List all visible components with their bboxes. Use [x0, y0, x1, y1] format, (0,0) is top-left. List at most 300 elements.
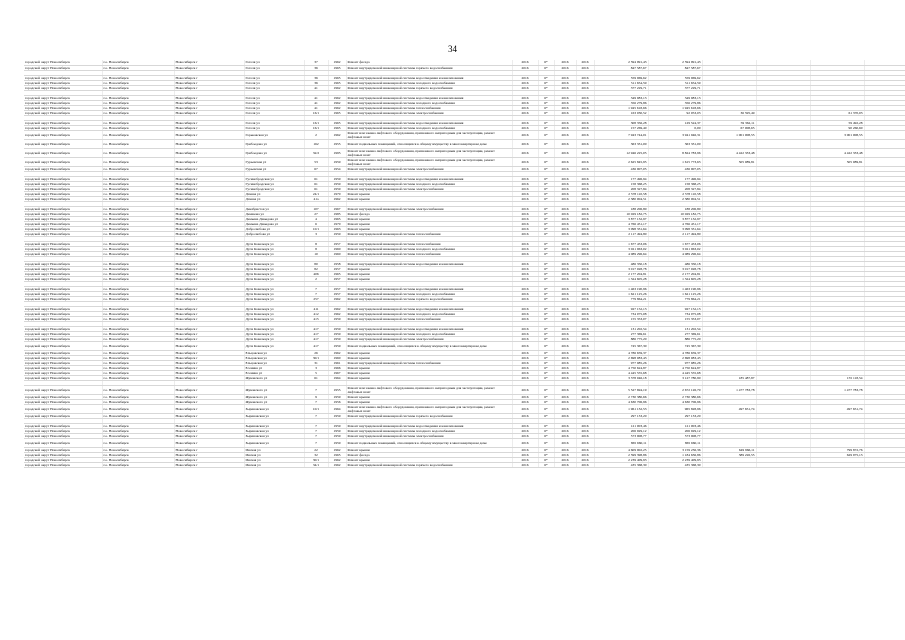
cell-district: городской округ Новосибирск	[24, 355, 102, 360]
cell-fund-cost: 3 021 963,02	[648, 246, 702, 251]
cell-year-built: 1962	[328, 462, 346, 467]
cell-fund-cost: 977 985,26	[648, 360, 702, 365]
cell-house: 41	[304, 100, 328, 105]
cell-source-3	[810, 438, 864, 447]
cell-year-end: 2016	[576, 452, 594, 457]
cell-year-built: 1965	[328, 65, 346, 70]
cell-type: 6*	[538, 428, 554, 433]
cell-year-plan: 2016	[554, 350, 576, 355]
cell-total-cost: 356 279,86	[594, 100, 648, 105]
cell-type: 6*	[538, 452, 554, 457]
cell-year-start: 2016	[512, 336, 538, 341]
cell-source-1	[702, 438, 756, 447]
cell-type: 6*	[538, 457, 554, 462]
cell-house: 412	[304, 311, 328, 316]
cell-district: городской округ Новосибирск	[24, 125, 102, 130]
cell-total-cost: 436 907,05	[594, 166, 648, 171]
cell-fund-cost: 436 907,05	[648, 166, 702, 171]
cell-year-end: 2016	[576, 291, 594, 296]
cell-type: 6*	[538, 276, 554, 281]
cell-municipality: г.о. Новосибирск	[102, 241, 174, 246]
cell-year-start: 2016	[512, 462, 538, 467]
cell-house: 36	[304, 75, 328, 80]
cell-district: городской округ Новосибирск	[24, 186, 102, 191]
cell-work-type: Ремонт внутридомовой инженерной системы электроснабжения	[346, 186, 512, 191]
cell-district: городской округ Новосибирск	[24, 375, 102, 380]
cell-year-built: 1965	[328, 271, 346, 276]
cell-year-plan: 2016	[554, 261, 576, 266]
cell-fund-cost: 208 327,84	[648, 186, 702, 191]
cell-house: 7	[304, 438, 328, 447]
cell-year-plan: 2016	[554, 365, 576, 370]
cell-work-type: Ремонт внутридомовой инженерной системы водоотведения и канализования	[346, 95, 512, 100]
cell-year-start: 2016	[512, 271, 538, 276]
cell-district: городской округ Новосибирск	[24, 231, 102, 236]
table-row	[24, 438, 905, 447]
cell-year-built: 1962	[328, 196, 346, 201]
table-row	[24, 404, 905, 413]
cell-district: городской округ Новосибирск	[24, 251, 102, 256]
cell-district: городской округ Новосибирск	[24, 433, 102, 438]
cell-year-end: 2016	[576, 60, 594, 65]
cell-type: 6*	[538, 226, 554, 231]
cell-year-built: 1959	[328, 331, 346, 336]
cell-year-end: 2016	[576, 206, 594, 211]
cell-type: 6*	[538, 360, 554, 365]
cell-work-type: Ремонт внутридомовой инженерной системы холодного водоснабжения	[346, 246, 512, 251]
cell-total-cost: 157 269,40	[594, 125, 648, 130]
cell-year-end: 2016	[576, 221, 594, 226]
cell-street: Есенина ул	[244, 365, 304, 370]
cell-year-plan: 2016	[554, 125, 576, 130]
cell-type: 6*	[538, 60, 554, 65]
cell-empty	[864, 385, 905, 394]
cell-source-1	[702, 139, 756, 148]
cell-total-cost: 1 621 125,26	[594, 291, 648, 296]
cell-year-built: 1995	[328, 148, 346, 157]
cell-house: 411	[304, 306, 328, 311]
cell-municipality: г.о. Новосибирск	[102, 181, 174, 186]
cell-fund-cost: 129 524,37	[648, 120, 702, 125]
cell-year-end: 2016	[576, 100, 594, 105]
cell-work-type: Ремонт внутридомовой инженерной системы холодного водоснабжения	[346, 291, 512, 296]
cell-year-plan: 2016	[554, 306, 576, 311]
cell-year-start: 2016	[512, 120, 538, 125]
cell-fund-cost: 1 615 773,63	[648, 157, 702, 166]
cell-year-start: 2016	[512, 438, 538, 447]
cell-work-type: Ремонт фасада	[346, 60, 512, 65]
cell-house: 16/1	[304, 125, 328, 130]
cell-year-built: 1967	[328, 206, 346, 211]
cell-year-built: 1967	[328, 370, 346, 375]
cell-year-end: 2016	[576, 360, 594, 365]
cell-total-cost: 559 969,62	[594, 75, 648, 80]
cell-district: городской округ Новосибирск	[24, 271, 102, 276]
cell-year-plan: 2016	[554, 221, 576, 226]
cell-year-start: 2016	[512, 196, 538, 201]
cell-total-cost: 12 946 225,05	[594, 148, 648, 157]
cell-type: 6*	[538, 296, 554, 301]
cell-total-cost: 158 368,25	[594, 181, 648, 186]
cell-municipality: г.о. Новосибирск	[102, 433, 174, 438]
cell-source-1: 497 651,74	[702, 404, 756, 413]
cell-work-type: Ремонт подвальных помещений, относящихся к общему имуществу в многоквартирном доме	[346, 139, 512, 148]
cell-year-built: 1959	[328, 186, 346, 191]
cell-work-type: Ремонт крыши	[346, 350, 512, 355]
cell-year-end: 2016	[576, 341, 594, 350]
cell-type: 6*	[538, 316, 554, 321]
cell-street: Гоголя ул	[244, 80, 304, 85]
cell-municipality: г.о. Новосибирск	[102, 286, 174, 291]
cell-municipality: г.о. Новосибирск	[102, 413, 174, 418]
cell-year-start: 2016	[512, 286, 538, 291]
cell-total-cost: 349 983,13	[594, 95, 648, 100]
cell-street: Гусинобродская ул	[244, 181, 304, 186]
cell-year-built: 1958	[328, 261, 346, 266]
cell-year-end: 2016	[576, 336, 594, 341]
cell-year-end: 2016	[576, 157, 594, 166]
cell-total-cost: 4 630 706,96	[594, 399, 648, 404]
cell-source-2	[756, 404, 810, 413]
cell-district: городской округ Новосибирск	[24, 370, 102, 375]
cell-year-start: 2016	[512, 413, 538, 418]
cell-municipality: г.о. Новосибирск	[102, 276, 174, 281]
cell-source-3: 61 370,03	[810, 110, 864, 115]
cell-fund-cost: 1 621 125,26	[648, 291, 702, 296]
cell-type: 6*	[538, 462, 554, 467]
cell-district: городской округ Новосибирск	[24, 65, 102, 70]
table-body	[24, 60, 905, 467]
cell-work-type: Ремонт внутридомовой инженерной системы теплоснабжения	[346, 360, 512, 365]
cell-year-built: 1959	[328, 336, 346, 341]
cell-year-start: 2016	[512, 360, 538, 365]
cell-district: городской округ Новосибирск	[24, 266, 102, 271]
cell-year-plan: 2016	[554, 423, 576, 428]
cell-municipality: г.о. Новосибирск	[102, 100, 174, 105]
cell-municipality: г.о. Новосибирск	[102, 311, 174, 316]
cell-municipality: г.о. Новосибирск	[102, 365, 174, 370]
cell-municipality: г.о. Новосибирск	[102, 385, 174, 394]
cell-work-type: Ремонт внутридомовой инженерной системы горячего водоснабжения	[346, 85, 512, 90]
cell-district: городской округ Новосибирск	[24, 360, 102, 365]
cell-type: 6*	[538, 261, 554, 266]
cell-street: Гусинобродская ул	[244, 186, 304, 191]
cell-year-built: 1962	[328, 60, 346, 65]
cell-total-cost: 177 496,94	[594, 176, 648, 181]
cell-street: Дуси Ковальчук ул	[244, 341, 304, 350]
cell-year-plan: 2016	[554, 286, 576, 291]
cell-year-plan: 2016	[554, 296, 576, 301]
cell-total-cost: 927 152,13	[594, 306, 648, 311]
cell-year-start: 2016	[512, 241, 538, 246]
cell-year-built: 1965	[328, 452, 346, 457]
cell-source-3	[810, 462, 864, 467]
cell-locality: Новосибирск г	[174, 447, 244, 452]
cell-locality: Новосибирск г	[174, 457, 244, 462]
cell-year-built: 1960	[328, 251, 346, 256]
cell-type: 6*	[538, 216, 554, 221]
cell-year-end: 2016	[576, 355, 594, 360]
cell-year-built: 1957	[328, 266, 346, 271]
cell-total-cost: 121 003,46	[594, 423, 648, 428]
cell-work-type: Ремонт внутридомовой инженерной системы электроснабжения	[346, 206, 512, 211]
cell-work-type: Ремонт крыши	[346, 266, 512, 271]
cell-year-end: 2016	[576, 350, 594, 355]
cell-house: 41а	[304, 196, 328, 201]
cell-street: Гоголя ул	[244, 60, 304, 65]
cell-year-start: 2016	[512, 181, 538, 186]
cell-work-type: Ремонт фасада	[346, 211, 512, 216]
table-row	[24, 139, 905, 148]
cell-fund-cost: 3 127 780,90	[648, 375, 702, 380]
cell-source-2	[756, 385, 810, 394]
cell-house: 61	[304, 186, 328, 191]
cell-total-cost: 363 331,00	[594, 139, 648, 148]
cell-municipality: г.о. Новосибирск	[102, 462, 174, 467]
cell-year-start: 2016	[512, 457, 538, 462]
cell-type: 6*	[538, 306, 554, 311]
cell-house: 10/1	[304, 226, 328, 231]
cell-fund-cost: 277 369,61	[648, 331, 702, 336]
cell-house: 41	[304, 85, 328, 90]
cell-district: городской округ Новосибирск	[24, 105, 102, 110]
cell-empty	[864, 341, 905, 350]
cell-year-start: 2016	[512, 452, 538, 457]
cell-district: городской округ Новосибирск	[24, 211, 102, 216]
cell-source-1: 67 008,65	[702, 125, 756, 130]
cell-type: 6*	[538, 130, 554, 139]
cell-year-built: 1965	[328, 110, 346, 115]
cell-fund-cost: 779 864,21	[648, 296, 702, 301]
cell-municipality: г.о. Новосибирск	[102, 316, 174, 321]
cell-locality: Новосибирск г	[174, 438, 244, 447]
cell-fund-cost: 4 445 555,68	[648, 370, 702, 375]
cell-district: городской округ Новосибирск	[24, 110, 102, 115]
cell-fund-cost: 573 908,77	[648, 433, 702, 438]
cell-district: городской округ Новосибирск	[24, 139, 102, 148]
cell-type: 6*	[538, 75, 554, 80]
cell-year-start: 2016	[512, 296, 538, 301]
cell-district: городской округ Новосибирск	[24, 306, 102, 311]
cell-street: Горьковская ул	[244, 130, 304, 139]
cell-type: 6*	[538, 336, 554, 341]
cell-locality: Новосибирск г	[174, 148, 244, 157]
cell-fund-cost: 2 177 204,81	[648, 271, 702, 276]
cell-work-type: Ремонт внутридомовой инженерной системы холодного водоснабжения	[346, 181, 512, 186]
cell-total-cost: 4 089 296,64	[594, 251, 648, 256]
cell-work-type: Ремонт или замена лифтового оборудования, признанного непригодным для эксплуатации, ремонт лифтовых шахт	[346, 130, 512, 139]
cell-locality: Новосибирск г	[174, 196, 244, 201]
cell-year-end: 2016	[576, 251, 594, 256]
cell-locality: Новосибирск г	[174, 191, 244, 196]
cell-year-built: 1962	[328, 105, 346, 110]
cell-year-built: 1962	[328, 296, 346, 301]
cell-municipality: г.о. Новосибирск	[102, 306, 174, 311]
cell-locality: Новосибирск г	[174, 326, 244, 331]
cell-year-end: 2016	[576, 148, 594, 157]
cell-type: 6*	[538, 404, 554, 413]
cell-district: городской округ Новосибирск	[24, 296, 102, 301]
cell-fund-cost: 745 367,30	[648, 341, 702, 350]
cell-year-start: 2016	[512, 105, 538, 110]
cell-source-1	[702, 341, 756, 350]
cell-total-cost: 1 463 190,96	[594, 286, 648, 291]
cell-year-plan: 2016	[554, 336, 576, 341]
cell-total-cost: 977 985,26	[594, 360, 648, 365]
cell-year-start: 2016	[512, 331, 538, 336]
cell-locality: Новосибирск г	[174, 375, 244, 380]
cell-locality: Новосибирск г	[174, 110, 244, 115]
cell-year-start: 2016	[512, 385, 538, 394]
cell-year-end: 2016	[576, 447, 594, 452]
cell-year-plan: 2016	[554, 457, 576, 462]
cell-municipality: г.о. Новосибирск	[102, 251, 174, 256]
cell-house: 7	[304, 286, 328, 291]
registry-table	[24, 60, 905, 468]
cell-locality: Новосибирск г	[174, 120, 244, 125]
cell-district: городской округ Новосибирск	[24, 100, 102, 105]
cell-house: 61	[304, 375, 328, 380]
cell-house: 82	[304, 266, 328, 271]
cell-total-cost: 2 239 409,93	[594, 457, 648, 462]
cell-year-built: 1959	[328, 423, 346, 428]
cell-house: 16/1	[304, 110, 328, 115]
cell-year-plan: 2016	[554, 148, 576, 157]
cell-work-type: Ремонт внутридомовой инженерной системы водоотведения и канализования	[346, 423, 512, 428]
cell-work-type: Ремонт внутридомовой инженерной системы горячего водоснабжения	[346, 413, 512, 418]
cell-work-type: Ремонт внутридомовой инженерной системы водоотведения и канализования	[346, 261, 512, 266]
cell-type: 6*	[538, 196, 554, 201]
cell-house: 107	[304, 206, 328, 211]
cell-house: 53	[304, 157, 328, 166]
cell-municipality: г.о. Новосибирск	[102, 216, 174, 221]
cell-house: 26	[304, 350, 328, 355]
cell-locality: Новосибирск г	[174, 105, 244, 110]
cell-district: городской округ Новосибирск	[24, 341, 102, 350]
cell-municipality: г.о. Новосибирск	[102, 341, 174, 350]
cell-fund-cost: 4 089 296,64	[648, 251, 702, 256]
cell-year-end: 2016	[576, 311, 594, 316]
cell-municipality: г.о. Новосибирск	[102, 447, 174, 452]
cell-district: городской округ Новосибирск	[24, 350, 102, 355]
cell-year-end: 2016	[576, 110, 594, 115]
cell-locality: Новосибирск г	[174, 206, 244, 211]
cell-year-start: 2016	[512, 85, 538, 90]
cell-municipality: г.о. Новосибирск	[102, 266, 174, 271]
cell-type: 6*	[538, 326, 554, 331]
cell-work-type: Ремонт внутридомовой инженерной системы электроснабжения	[346, 433, 512, 438]
cell-work-type: Ремонт или замена лифтового оборудования, признанного непригодным для эксплуатации, ремонт лифтовых шахт	[346, 157, 512, 166]
cell-year-start: 2016	[512, 423, 538, 428]
cell-year-built: 1970	[328, 191, 346, 196]
cell-work-type: Ремонт крыши	[346, 355, 512, 360]
cell-total-cost: 4 750 624,87	[594, 365, 648, 370]
cell-type: 6*	[538, 266, 554, 271]
cell-total-cost: 573 908,77	[594, 433, 648, 438]
cell-district: городской округ Новосибирск	[24, 75, 102, 80]
cell-total-cost: 308 356,28	[594, 120, 648, 125]
cell-type: 6*	[538, 211, 554, 216]
cell-year-start: 2016	[512, 186, 538, 191]
cell-street: Жуковского ул	[244, 375, 304, 380]
cell-year-built: 1959	[328, 413, 346, 418]
cell-source-2	[756, 130, 810, 139]
cell-year-start: 2016	[512, 60, 538, 65]
cell-house: 7	[304, 413, 328, 418]
cell-house: 7	[304, 428, 328, 433]
cell-fund-cost: 3 017 028,78	[648, 266, 702, 271]
cell-house: 2	[304, 276, 328, 281]
cell-district: городской округ Новосибирск	[24, 326, 102, 331]
cell-source-1: 505 089,81	[702, 157, 756, 166]
cell-type: 6*	[538, 221, 554, 226]
cell-year-plan: 2016	[554, 120, 576, 125]
cell-empty	[864, 462, 905, 467]
cell-house: 30/1	[304, 355, 328, 360]
cell-district: городской округ Новосибирск	[24, 286, 102, 291]
cell-locality: Новосибирск г	[174, 394, 244, 399]
cell-house: 16/1	[304, 120, 328, 125]
cell-fund-cost: 1 677 453,06	[648, 241, 702, 246]
cell-year-built: 1955	[328, 385, 346, 394]
cell-fund-cost: 188 206,80	[648, 206, 702, 211]
cell-locality: Новосибирск г	[174, 296, 244, 301]
cell-year-end: 2016	[576, 306, 594, 311]
cell-street: Гоголя ул	[244, 85, 304, 90]
cell-total-cost: 865 660,11	[594, 438, 648, 447]
cell-year-built: 1959	[328, 433, 346, 438]
cell-total-cost: 2 117 494,80	[594, 231, 648, 236]
cell-year-plan: 2016	[554, 139, 576, 148]
cell-year-built: 1962	[328, 95, 346, 100]
cell-total-cost: 486 350,18	[594, 261, 648, 266]
cell-locality: Новосибирск г	[174, 331, 244, 336]
cell-municipality: г.о. Новосибирск	[102, 231, 174, 236]
cell-total-cost: 2 625 845,95	[594, 157, 648, 166]
cell-locality: Новосибирск г	[174, 246, 244, 251]
cell-year-end: 2016	[576, 231, 594, 236]
cell-locality: Новосибирск г	[174, 241, 244, 246]
cell-house: 7	[304, 291, 328, 296]
cell-street: Дуси Ковальчук ул	[244, 336, 304, 341]
cell-fund-cost: 297 133,20	[648, 413, 702, 418]
cell-house: 2	[304, 130, 328, 139]
cell-fund-cost: 847 587,67	[648, 65, 702, 70]
cell-year-end: 2016	[576, 438, 594, 447]
cell-year-plan: 2016	[554, 404, 576, 413]
cell-year-start: 2016	[512, 157, 538, 166]
cell-year-plan: 2016	[554, 413, 576, 418]
cell-year-start: 2016	[512, 176, 538, 181]
cell-municipality: г.о. Новосибирск	[102, 336, 174, 341]
cell-district: городской округ Новосибирск	[24, 120, 102, 125]
cell-year-end: 2016	[576, 457, 594, 462]
cell-year-start: 2016	[512, 266, 538, 271]
cell-house: 417	[304, 336, 328, 341]
cell-year-start: 2016	[512, 365, 538, 370]
cell-fund-cost: 734 075,08	[648, 311, 702, 316]
cell-work-type: Ремонт внутридомовой инженерной системы горячего водоснабжения	[346, 462, 512, 467]
cell-year-end: 2016	[576, 211, 594, 216]
cell-district: городской округ Новосибирск	[24, 246, 102, 251]
cell-locality: Новосибирск г	[174, 261, 244, 266]
cell-total-cost: 779 864,21	[594, 296, 648, 301]
cell-street: Дуси Ковальчук ул	[244, 291, 304, 296]
cell-street: Дуси Ковальчук ул	[244, 271, 304, 276]
cell-year-built: 1961	[328, 360, 346, 365]
cell-empty	[864, 438, 905, 447]
cell-year-plan: 2016	[554, 316, 576, 321]
